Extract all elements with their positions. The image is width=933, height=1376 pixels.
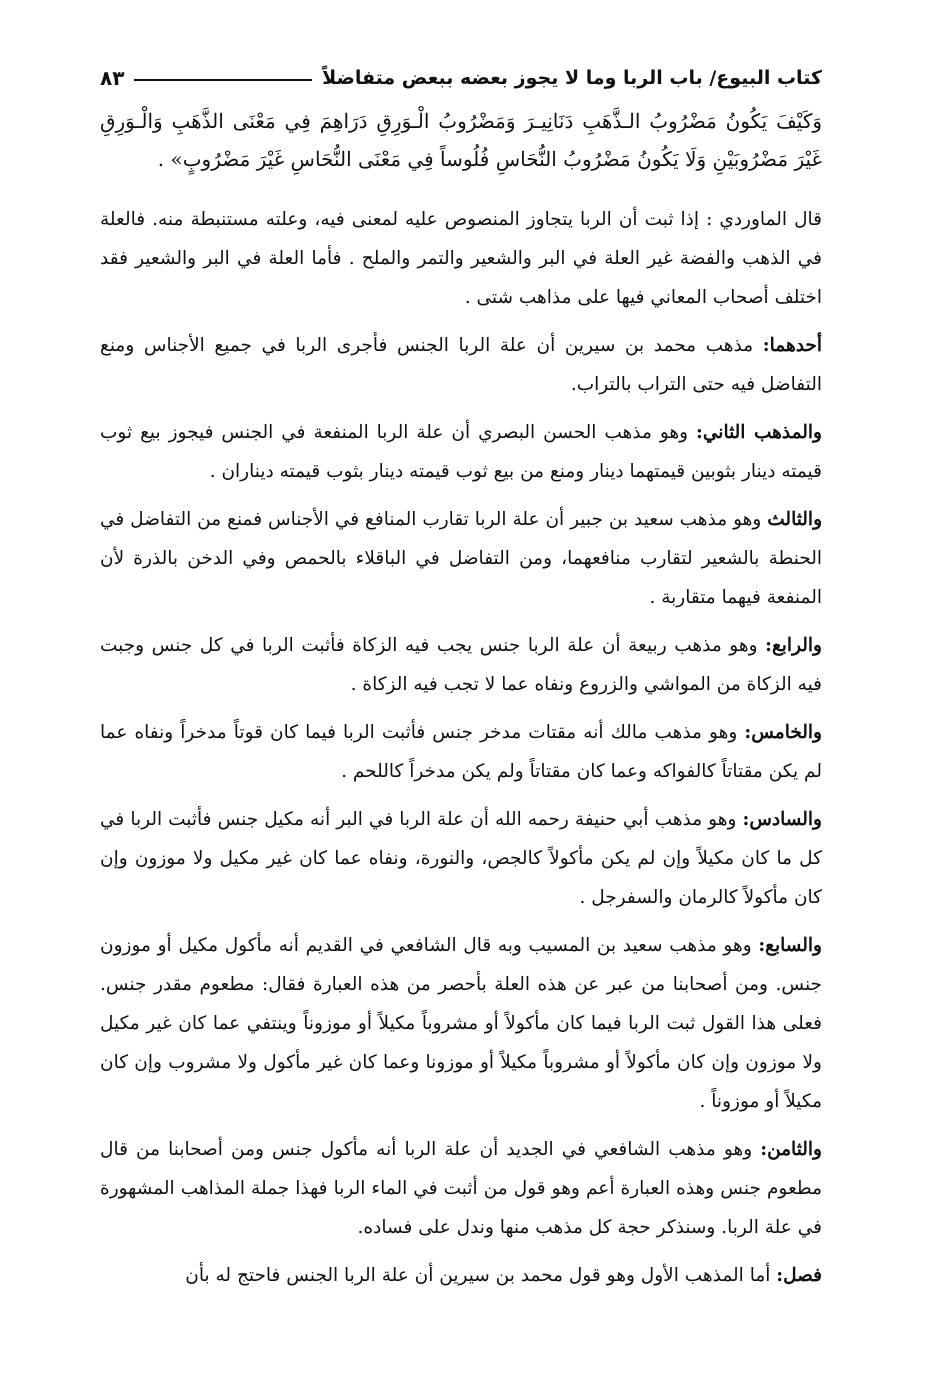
paragraph-text: وهو مذهب مالك أنه مقتات مدخر جنس فأثبت الربا فيما كان قوتاً مدخراً ونفاه عما لم يكن مقتاتاً كالفواكه وعما كان مقتاتاً ولم يكن مدخراً كاللحم .	[100, 722, 822, 782]
paragraph-lead: والمذهب الثاني:	[696, 422, 822, 443]
header-rule	[134, 79, 312, 81]
book-page	[100, 58, 822, 1348]
hadith-text: وَكَيْفَ يَكُونُ مَضْرُوبُ الـذَّهَبِ دَنَانِيـرَ وَمَضْرُوبُ الْـوَرِقِ دَرَاهِمَ فِي مَعْنَى الذَّهَبِ وَالْـوَرِقِ غَيْرَ مَضْرُوبَيْنِ وَلَا يَكُونُ مَضْرُوبُ النُّحَاسِ فُلُوساً فِي مَعْنَى النُّحَاسِ غَيْرَ مَضْرُوبٍ» .	[100, 109, 822, 171]
paragraph-second-madhhab	[100, 413, 822, 491]
paragraph-lead: والثالث	[767, 509, 822, 530]
page-number: ٨٣	[100, 66, 125, 90]
paragraph-text: قال الماوردي : إذا ثبت أن الربا يتجاوز المنصوص عليه لمعنى فيه، وعلته مستنبطة منه. فالعلة في الذهب والفضة غير العلة في البر والشعير والتمر والملح . فأما العلة في البر والشعير فقد اختلف أصحاب المعاني فيها على مذاهب شتى .	[100, 209, 822, 308]
paragraph-text: وهو مذهب سعيد بن جبير أن علة الربا تقارب المنافع في الأجناس فمنع من التفاضل في الحنطة بالشعير لتقارب منافعهما، ومن التفاضل في الباقلاء بالحمص وفي الدخن بالذرة لأن المنفعة فيهما متقاربة .	[100, 509, 822, 608]
header-title: كتاب البيوع/ باب الربا وما لا يجوز بعضه ببعض متفاضلاً	[322, 67, 822, 89]
paragraph-eighth-madhhab	[100, 1130, 822, 1247]
paragraph-seventh-madhhab	[100, 926, 822, 1121]
paragraph-lead: والسابع:	[758, 935, 822, 956]
running-header	[100, 58, 822, 98]
paragraph-text: وهو مذهب أبي حنيفة رحمه الله أن علة الربا في البر أنه مكيل جنس فأثبت الربا في كل ما كان مكيلاً وإن لم يكن مأكولاً كالجص، والنورة، ونفاه عما كان غير مكيل ولا موزون وإن كان مأكولاً كالرمان والسفرجل .	[100, 809, 822, 908]
paragraph-intro	[100, 200, 822, 317]
paragraph-lead: والثامن:	[760, 1139, 822, 1160]
paragraph-text: مذهب محمد بن سيرين أن علة الربا الجنس فأجرى الربا في جميع الأجناس ومنع التفاضل فيه حتى التراب بالتراب.	[100, 335, 822, 395]
paragraph-lead: والخامس:	[744, 722, 822, 743]
paragraph-sixth-madhhab	[100, 800, 822, 917]
paragraph-text: وهو مذهب الحسن البصري أن علة الربا المنفعة في الجنس فيجوز بيع ثوب قيمته دينار بثوبين قيمتهما دينار ومنع من بيع ثوب قيمته دينار بثوب قيمته ديناران .	[100, 422, 822, 482]
paragraph-first-madhhab	[100, 326, 822, 404]
paragraph-third-madhhab	[100, 500, 822, 617]
paragraph-fourth-madhhab	[100, 626, 822, 704]
paragraph-text: أما المذهب الأول وهو قول محمد بن سيرين أن علة الربا الجنس فاحتج له بأن	[185, 1265, 777, 1286]
paragraph-lead: والرابع:	[765, 635, 822, 656]
paragraph-lead: والسادس:	[742, 809, 822, 830]
paragraph-lead: فصل:	[776, 1265, 822, 1286]
paragraph-fifth-madhhab	[100, 713, 822, 791]
paragraph-text: وهو مذهب سعيد بن المسيب وبه قال الشافعي في القديم أنه مأكول مكيل أو موزون جنس. ومن أصحابنا من عبر عن هذه العلة بأحصر من هذه العبارة فقال: مطعوم مقدر جنس. فعلى هذا القول ثبت الربا فيما كان مأكولاً أو مشروباً مكيلاً أو موزوناً وينتفي عما كان غير مكيل ولا موزون وإن كان مأكولاً أو مشروباً مكيلاً أو موزونا وعما كان غير مأكول ولا مشروب وإن كان مكيلاً أو موزوناً .	[100, 935, 822, 1112]
paragraph-text: وهو مذهب الشافعي في الجديد أن علة الربا أنه مأكول جنس ومن أصحابنا من قال مطعوم جنس وهذه العبارة أعم وهو قول من أثبت في الماء الربا فهذا جملة المذاهب المشهورة في علة الربا. وسنذكر حجة كل مذهب منها وندل على فساده.	[100, 1139, 822, 1238]
paragraph-text: وهو مذهب ربيعة أن علة الربا جنس يجب فيه الزكاة فأثبت الربا في كل جنس وجبت فيه الزكاة من المواشي والزروع ونفاه عما لا تجب فيه الزكاة .	[100, 635, 822, 695]
paragraph-lead: أحدهما:	[762, 335, 822, 356]
paragraph-section-fasl	[100, 1256, 822, 1295]
